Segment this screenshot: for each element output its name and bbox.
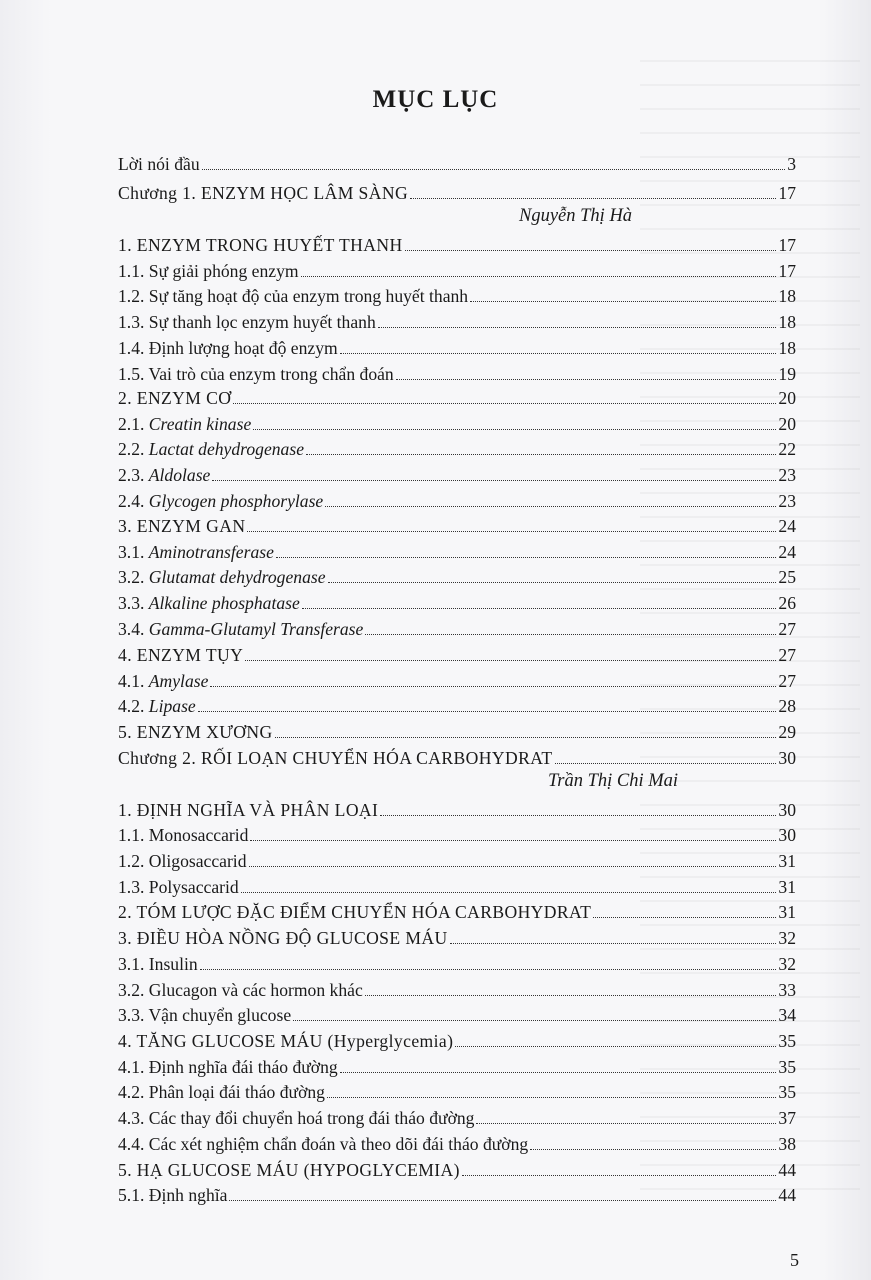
dot-leader bbox=[276, 556, 777, 558]
toc-section-entry[interactable] bbox=[118, 900, 796, 924]
toc-entry-page: 31 bbox=[778, 902, 796, 922]
toc-entry-label: 4. TĂNG GLUCOSE MÁU (Hyperglycemia) bbox=[118, 1031, 454, 1051]
toc-section-entry[interactable] bbox=[118, 926, 796, 950]
toc-entry[interactable] bbox=[118, 284, 796, 308]
toc-entry-label: Lipase bbox=[148, 696, 196, 716]
toc-entry-number: 3.4. bbox=[118, 619, 149, 639]
dot-leader bbox=[212, 479, 776, 481]
dot-leader bbox=[476, 1122, 776, 1124]
toc-entry-page: 44 bbox=[778, 1160, 796, 1180]
toc-entry[interactable] bbox=[118, 565, 796, 589]
toc-entry-label: 1.2. Sự tăng hoạt độ của enzym trong huyết thanh bbox=[118, 286, 469, 306]
toc-entry-page: 17 bbox=[778, 183, 796, 203]
toc-entry-number: 2.3. bbox=[118, 465, 149, 485]
toc-entry-label: Glutamat dehydrogenase bbox=[148, 567, 326, 587]
toc-entry-label: 1.3. Sự thanh lọc enzym huyết thanh bbox=[118, 312, 376, 332]
toc-entry-label: 1.5. Vai trò của enzym trong chẩn đoán bbox=[118, 364, 394, 384]
toc-section-entry[interactable] bbox=[118, 798, 796, 822]
toc-entry[interactable] bbox=[118, 152, 796, 176]
dot-leader bbox=[302, 607, 777, 609]
toc-entry-page: 32 bbox=[778, 954, 796, 974]
toc-entry-page: 24 bbox=[778, 516, 796, 536]
chapter-author: Nguyễn Thị Hà bbox=[519, 206, 633, 226]
toc-entry-page: 27 bbox=[778, 645, 796, 665]
dot-leader bbox=[198, 710, 777, 712]
toc-entry-page: 19 bbox=[778, 364, 796, 384]
dot-leader bbox=[301, 275, 777, 277]
toc-entry-label: Alkaline phosphatase bbox=[148, 593, 300, 613]
toc-entry-page: 31 bbox=[778, 877, 796, 897]
toc-entry-label: Amylase bbox=[148, 671, 209, 691]
toc-entry-page: 35 bbox=[778, 1057, 796, 1077]
dot-leader bbox=[275, 736, 777, 738]
toc-entry-number: 2.1. bbox=[118, 414, 149, 434]
toc-entry[interactable] bbox=[118, 591, 796, 615]
toc-entry[interactable] bbox=[118, 823, 796, 847]
toc-entry-label: Aminotransferase bbox=[148, 542, 274, 562]
toc-entry-page: 18 bbox=[778, 312, 796, 332]
toc-entry-label: 1.1. Monosaccarid bbox=[118, 825, 249, 845]
toc-entry-page: 35 bbox=[778, 1082, 796, 1102]
toc-entry[interactable] bbox=[118, 617, 796, 641]
toc-entry-page: 31 bbox=[778, 851, 796, 871]
toc-entry-page: 27 bbox=[778, 619, 796, 639]
toc-entry-page: 18 bbox=[778, 338, 796, 358]
toc-entry-number: 3.2. bbox=[118, 567, 149, 587]
toc-entry[interactable] bbox=[118, 849, 796, 873]
dot-leader bbox=[405, 249, 777, 251]
toc-entry-page: 23 bbox=[778, 465, 796, 485]
toc-entry-label: Lactat dehydrogenase bbox=[148, 439, 305, 459]
toc-entry-label: Glycogen phosphorylase bbox=[148, 491, 324, 511]
toc-entry-label: 4.2. Phân loại đái tháo đường bbox=[118, 1082, 325, 1102]
toc-entry-number: 4.2. bbox=[118, 696, 149, 716]
dot-leader bbox=[293, 1019, 776, 1021]
dot-leader bbox=[229, 1199, 776, 1201]
dot-leader bbox=[233, 402, 776, 404]
dot-leader bbox=[306, 453, 776, 455]
toc-entry-label: Chương 1. ENZYM HỌC LÂM SÀNG bbox=[118, 183, 409, 203]
toc-entry-label: 4. ENZYM TỤY bbox=[118, 645, 244, 665]
toc-entry[interactable] bbox=[118, 669, 796, 693]
dot-leader bbox=[450, 942, 777, 944]
toc-entry[interactable] bbox=[118, 336, 796, 360]
toc-entry-label: 1.4. Định lượng hoạt độ enzym bbox=[118, 338, 338, 358]
toc-entry[interactable] bbox=[118, 437, 796, 461]
toc-entry-number: 3.1. bbox=[118, 542, 149, 562]
toc-entry[interactable] bbox=[118, 1106, 796, 1130]
toc-section-entry[interactable] bbox=[118, 233, 796, 257]
dot-leader bbox=[340, 352, 777, 354]
toc-entry[interactable] bbox=[118, 463, 796, 487]
toc-entry-page: 37 bbox=[778, 1108, 796, 1128]
dot-leader bbox=[340, 1071, 777, 1073]
toc-entry[interactable] bbox=[118, 362, 796, 386]
dot-leader bbox=[455, 1045, 776, 1047]
toc-entry-page: 33 bbox=[778, 980, 796, 1000]
dot-leader bbox=[380, 814, 776, 816]
toc-entry[interactable] bbox=[118, 978, 796, 1002]
toc-entry-number: 4.1. bbox=[118, 671, 149, 691]
dot-leader bbox=[365, 633, 776, 635]
toc-entry-label: 4.1. Định nghĩa đái tháo đường bbox=[118, 1057, 338, 1077]
toc-entry-label: 5. ENZYM XƯƠNG bbox=[118, 722, 273, 742]
toc-entry-label: Aldolase bbox=[148, 465, 211, 485]
dot-leader bbox=[253, 428, 776, 430]
toc-entry-label: 3. ĐIỀU HÒA NỒNG ĐỘ GLUCOSE MÁU bbox=[118, 928, 448, 948]
toc-entry-page: 28 bbox=[778, 696, 796, 716]
toc-entry[interactable] bbox=[118, 489, 796, 513]
toc-section-entry[interactable] bbox=[118, 514, 796, 538]
toc-section-entry[interactable] bbox=[118, 1158, 796, 1182]
toc-entry-label: 4.4. Các xét nghiệm chẩn đoán và theo dõi đái tháo đường bbox=[118, 1134, 529, 1154]
toc-section-entry[interactable] bbox=[118, 720, 796, 744]
toc-entry-label: 1. ĐỊNH NGHĨA VÀ PHÂN LOẠI bbox=[118, 800, 379, 820]
toc-entry-page: 30 bbox=[778, 748, 796, 768]
toc-entry-number: 2.4. bbox=[118, 491, 149, 511]
toc-entry[interactable] bbox=[118, 1003, 796, 1027]
toc-entry-label: Creatin kinase bbox=[148, 414, 252, 434]
toc-entry-label: 3.2. Glucagon và các hormon khác bbox=[118, 980, 363, 1000]
toc-entry-label: 4.3. Các thay đổi chuyển hoá trong đái tháo đường bbox=[118, 1108, 475, 1128]
toc-entry-label: 5. HẠ GLUCOSE MÁU (HYPOGLYCEMIA) bbox=[118, 1160, 460, 1180]
dot-leader bbox=[327, 1096, 776, 1098]
toc-entry-label: Gamma-Glutamyl Transferase bbox=[148, 619, 364, 639]
toc-entry-page: 24 bbox=[778, 542, 796, 562]
toc-entry-page: 20 bbox=[778, 414, 796, 434]
toc-entry[interactable] bbox=[118, 540, 796, 564]
dot-leader bbox=[245, 659, 776, 661]
toc-chapter-entry[interactable] bbox=[118, 181, 796, 205]
dot-leader bbox=[325, 505, 776, 507]
dot-leader bbox=[470, 300, 776, 302]
toc-entry[interactable] bbox=[118, 310, 796, 334]
toc-entry-page: 3 bbox=[787, 154, 796, 174]
dot-leader bbox=[328, 581, 777, 583]
toc-entry-page: 27 bbox=[778, 671, 796, 691]
toc-entry-page: 34 bbox=[778, 1005, 796, 1025]
dot-leader bbox=[410, 197, 776, 199]
toc-entry[interactable] bbox=[118, 1055, 796, 1079]
toc-entry-label: 2. TÓM LƯỢC ĐẶC ĐIỂM CHUYỂN HÓA CARBOHYDRAT bbox=[118, 902, 592, 922]
toc-entry-page: 29 bbox=[778, 722, 796, 742]
toc-section-entry[interactable] bbox=[118, 386, 796, 410]
toc-entry[interactable] bbox=[118, 952, 796, 976]
toc-entry[interactable] bbox=[118, 875, 796, 899]
toc-entry-page: 44 bbox=[778, 1185, 796, 1205]
dot-leader bbox=[396, 378, 777, 380]
toc-entry-page: 17 bbox=[778, 235, 796, 255]
toc-entry-page: 20 bbox=[778, 388, 796, 408]
page-title: MỤC LỤC bbox=[372, 86, 499, 113]
toc-chapter-entry[interactable] bbox=[118, 746, 796, 770]
page-number: 5 bbox=[790, 1250, 799, 1270]
toc-entry-label: 1.2. Oligosaccarid bbox=[118, 851, 247, 871]
toc-entry-page: 35 bbox=[778, 1031, 796, 1051]
dot-leader bbox=[210, 685, 776, 687]
toc-entry-number: 3.3. bbox=[118, 593, 149, 613]
dot-leader bbox=[378, 326, 777, 328]
toc-entry-label: 2. ENZYM CƠ bbox=[118, 388, 232, 408]
toc-entry-page: 23 bbox=[778, 491, 796, 511]
toc-entry-page: 18 bbox=[778, 286, 796, 306]
dot-leader bbox=[247, 530, 776, 532]
toc-entry-label: Lời nói đầu bbox=[118, 154, 200, 174]
dot-leader bbox=[462, 1174, 777, 1176]
toc-entry[interactable] bbox=[118, 1183, 796, 1207]
toc-section-entry[interactable] bbox=[118, 643, 796, 667]
toc-entry-number: 2.2. bbox=[118, 439, 149, 459]
toc-entry-label: 3. ENZYM GAN bbox=[118, 516, 246, 536]
dot-leader bbox=[249, 865, 777, 867]
toc-entry-page: 17 bbox=[778, 261, 796, 281]
toc-entry-label: 1.3. Polysaccarid bbox=[118, 877, 239, 897]
toc-entry-page: 26 bbox=[778, 593, 796, 613]
toc-section-entry[interactable] bbox=[118, 1029, 796, 1053]
toc-entry-label: 3.3. Vận chuyển glucose bbox=[118, 1005, 292, 1025]
toc-entry-label: 5.1. Định nghĩa bbox=[118, 1185, 228, 1205]
toc-entry-label: 1. ENZYM TRONG HUYẾT THANH bbox=[118, 235, 403, 255]
toc-entry-page: 25 bbox=[778, 567, 796, 587]
toc-entry[interactable] bbox=[118, 694, 796, 718]
dot-leader bbox=[530, 1148, 776, 1150]
dot-leader bbox=[250, 839, 776, 841]
toc-entry-page: 38 bbox=[778, 1134, 796, 1154]
toc-entry-page: 30 bbox=[778, 800, 796, 820]
dot-leader bbox=[365, 994, 777, 996]
toc-entry-page: 32 bbox=[778, 928, 796, 948]
dot-leader bbox=[200, 968, 777, 970]
toc-entry[interactable] bbox=[118, 1132, 796, 1156]
toc-entry[interactable] bbox=[118, 412, 796, 436]
toc-entry[interactable] bbox=[118, 1080, 796, 1104]
toc-entry[interactable] bbox=[118, 259, 796, 283]
dot-leader bbox=[593, 916, 776, 918]
dot-leader bbox=[555, 762, 777, 764]
dot-leader bbox=[241, 891, 777, 893]
toc-entry-label: 1.1. Sự giải phóng enzym bbox=[118, 261, 299, 281]
toc-entry-page: 30 bbox=[778, 825, 796, 845]
toc-entry-label: Chương 2. RỐI LOẠN CHUYỂN HÓA CARBOHYDRAT bbox=[118, 748, 553, 768]
toc-entry-page: 22 bbox=[778, 439, 796, 459]
toc-entry-label: 3.1. Insulin bbox=[118, 954, 198, 974]
dot-leader bbox=[202, 168, 786, 170]
chapter-author: Trần Thị Chi Mai bbox=[548, 771, 679, 791]
